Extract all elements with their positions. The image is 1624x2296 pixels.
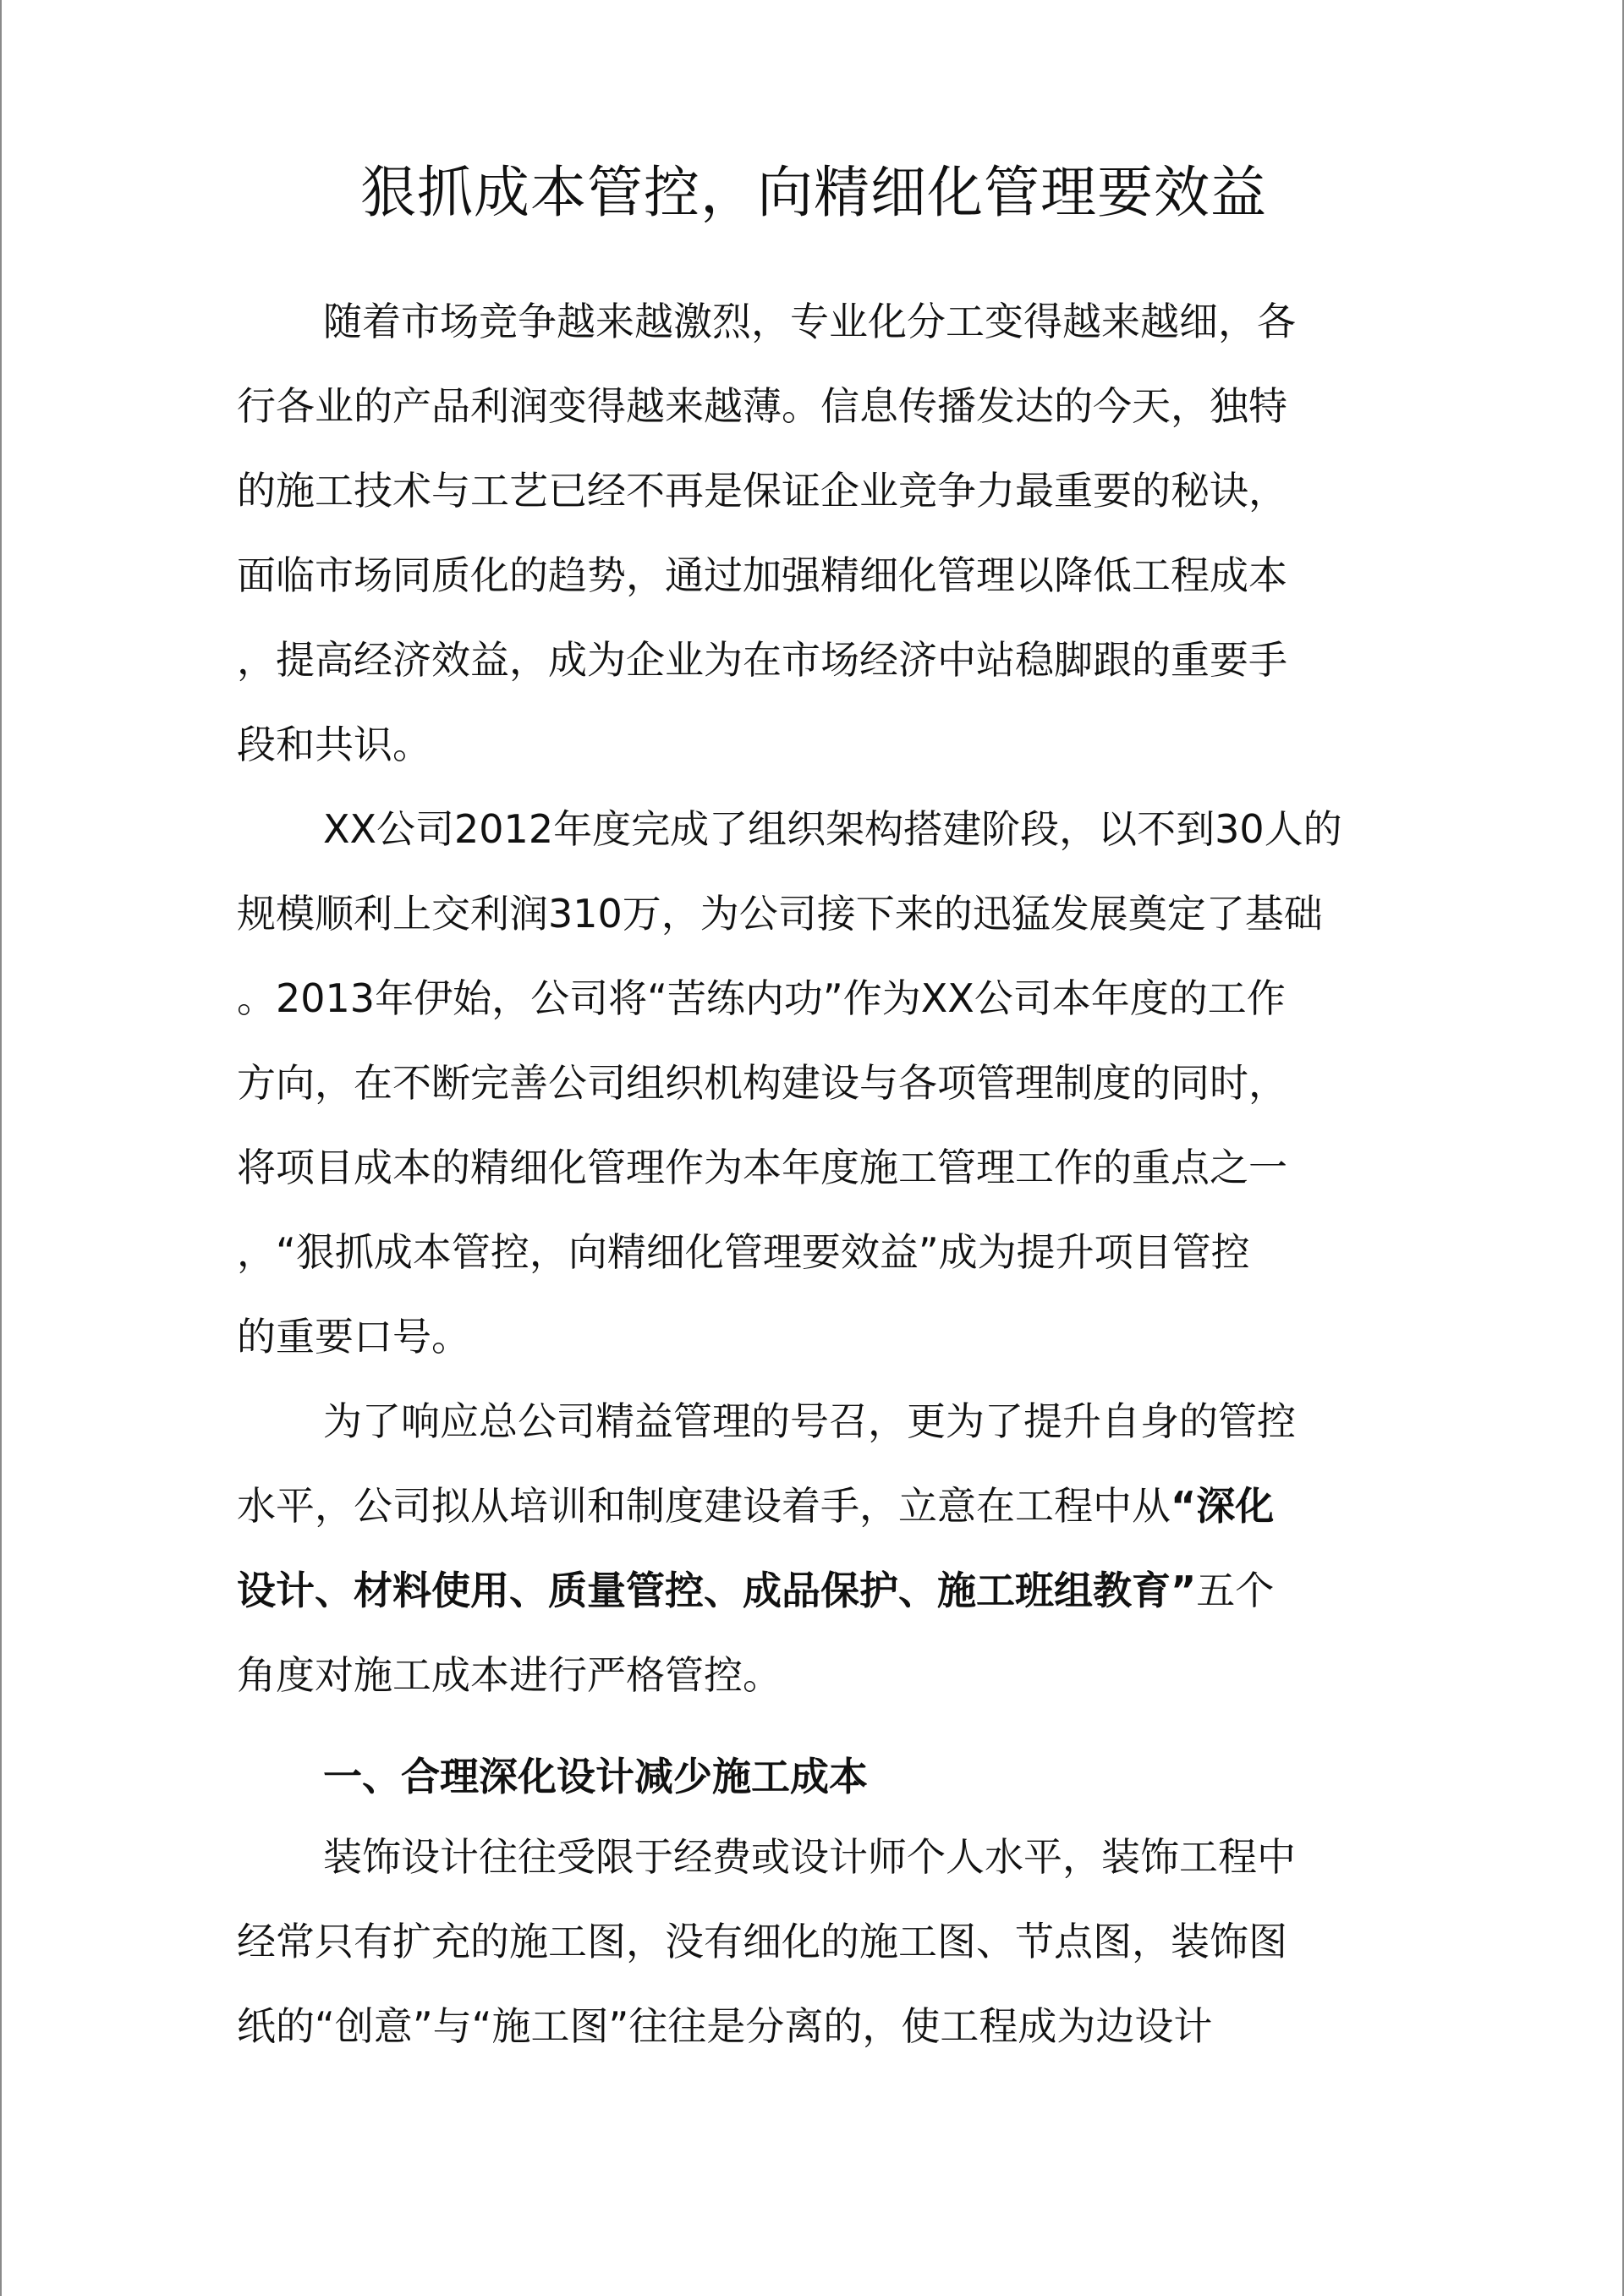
paragraph-2-line-6: ，“狠抓成本管控，向精细化管理要效益”成为提升项目管控: [237, 1229, 1250, 1275]
paragraph-2-line-3: 。2013年伊始，公司将“苦练内功”作为XX公司本年度的工作: [237, 975, 1286, 1021]
paragraph-3-line-3-bold: 设计、材料使用、质量管控、成品保护、施工班组教育”: [237, 1568, 1197, 1613]
paragraph-2-line-4: 方向，在不断完善公司组织机构建设与各项管理制度的同时，: [237, 1060, 1287, 1106]
paragraph-3-line-3: [237, 1548, 1274, 1633]
paragraph-2-line-1: XX公司2012年度完成了组织架构搭建阶段，以不到30人的: [323, 806, 1342, 852]
paragraph-3-line-2-bold: “深化: [1171, 1483, 1275, 1529]
document-title: 狠抓成本管控，向精细化管理要效益: [360, 160, 1267, 225]
paragraph-2-line-2: 规模顺利上交利润310万，为公司接下来的迅猛发展奠定了基础: [237, 891, 1323, 937]
paragraph-3-line-2-text: 水平，公司拟从培训和制度建设着手，立意在工程中从: [237, 1483, 1171, 1529]
paragraph-3-line-1: 为了响应总公司精益管理的号召，更为了提升自身的管控: [323, 1398, 1296, 1444]
paragraph-2-line-7: 的重要口号。: [237, 1314, 470, 1359]
paragraph-1-line-3: 的施工技术与工艺已经不再是保证企业竞争力最重要的秘诀，: [237, 468, 1287, 514]
paragraph-4-line-3: 纸的“创意”与“施工图”往往是分离的，使工程成为边设计: [237, 2003, 1213, 2049]
paragraph-3-line-2: [237, 1464, 1274, 1548]
paragraph-2-line-5: 将项目成本的精细化管理作为本年度施工管理工作的重点之一: [237, 1145, 1287, 1190]
paragraph-1-line-2: 行各业的产品利润变得越来越薄。信息传播发达的今天，独特: [237, 383, 1287, 429]
paragraph-1-line-4: 面临市场同质化的趋势，通过加强精细化管理以降低工程成本: [237, 552, 1287, 598]
paragraph-3-line-3-text: 五个: [1196, 1568, 1275, 1613]
paragraph-3-line-4: 角度对施工成本进行严格管控。: [237, 1652, 782, 1698]
section-heading-1: 一、合理深化设计减少施工成本: [323, 1754, 868, 1799]
paragraph-1-line-1: 随着市场竞争越来越激烈，专业化分工变得越来越细，各: [323, 299, 1296, 344]
paragraph-4-line-1: 装饰设计往往受限于经费或设计师个人水平，装饰工程中: [323, 1834, 1296, 1880]
paragraph-4-line-2: 经常只有扩充的施工图，没有细化的施工图、节点图，装饰图: [237, 1919, 1287, 1964]
paragraph-1-line-6: 段和共识。: [237, 722, 431, 767]
paragraph-1-line-5: ，提高经济效益，成为企业为在市场经济中站稳脚跟的重要手: [237, 637, 1287, 683]
